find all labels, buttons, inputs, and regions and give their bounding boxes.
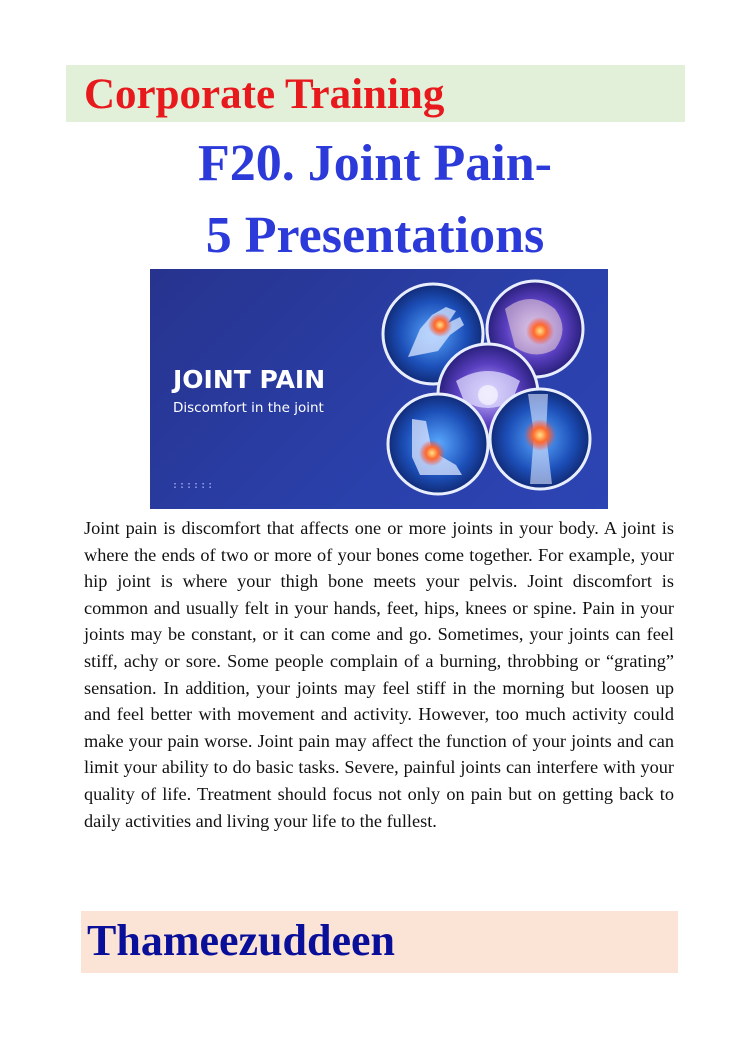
- hero-subheading: Discomfort in the joint: [173, 400, 324, 416]
- header-banner: [66, 65, 685, 122]
- author-banner: [81, 911, 678, 973]
- header-banner-text: Corporate Training: [84, 71, 445, 118]
- body-paragraph: Joint pain is discomfort that affects one or more joints in your body. A joint is where the ends of two or more of your bones come together. For example, your hip joint is where your thigh bone meets your pelvis. Joint discomfort is common and usually felt in your hands, feet, hips, knees or spine. Pain in your joints may be constant, or it can come and go. Sometimes, your joints can feel stiff, achy or sore. Some people complain of a burning, throbbing or “grating” sensation. In addition, your joints may feel stiff in the morning but loosen up and feel better with movement and activity. However, too much activity could make your pain worse. Joint pain may affect the function of your joints and can limit your ability to do basic tasks. Severe, painful joints can interfere with your quality of life. Treatment should focus not only on pain but on getting back to daily activities and living your life to the fullest.: [84, 518, 674, 831]
- page-title-line-2: 5 Presentations: [205, 207, 545, 264]
- hero-heading: JOINT PAIN: [173, 365, 326, 394]
- author-name: Thameezuddeen: [87, 916, 395, 965]
- hero-image: [150, 269, 608, 509]
- hero-dots: ::::::: [172, 480, 215, 491]
- page-title-line-1: F20. Joint Pain-: [198, 135, 552, 192]
